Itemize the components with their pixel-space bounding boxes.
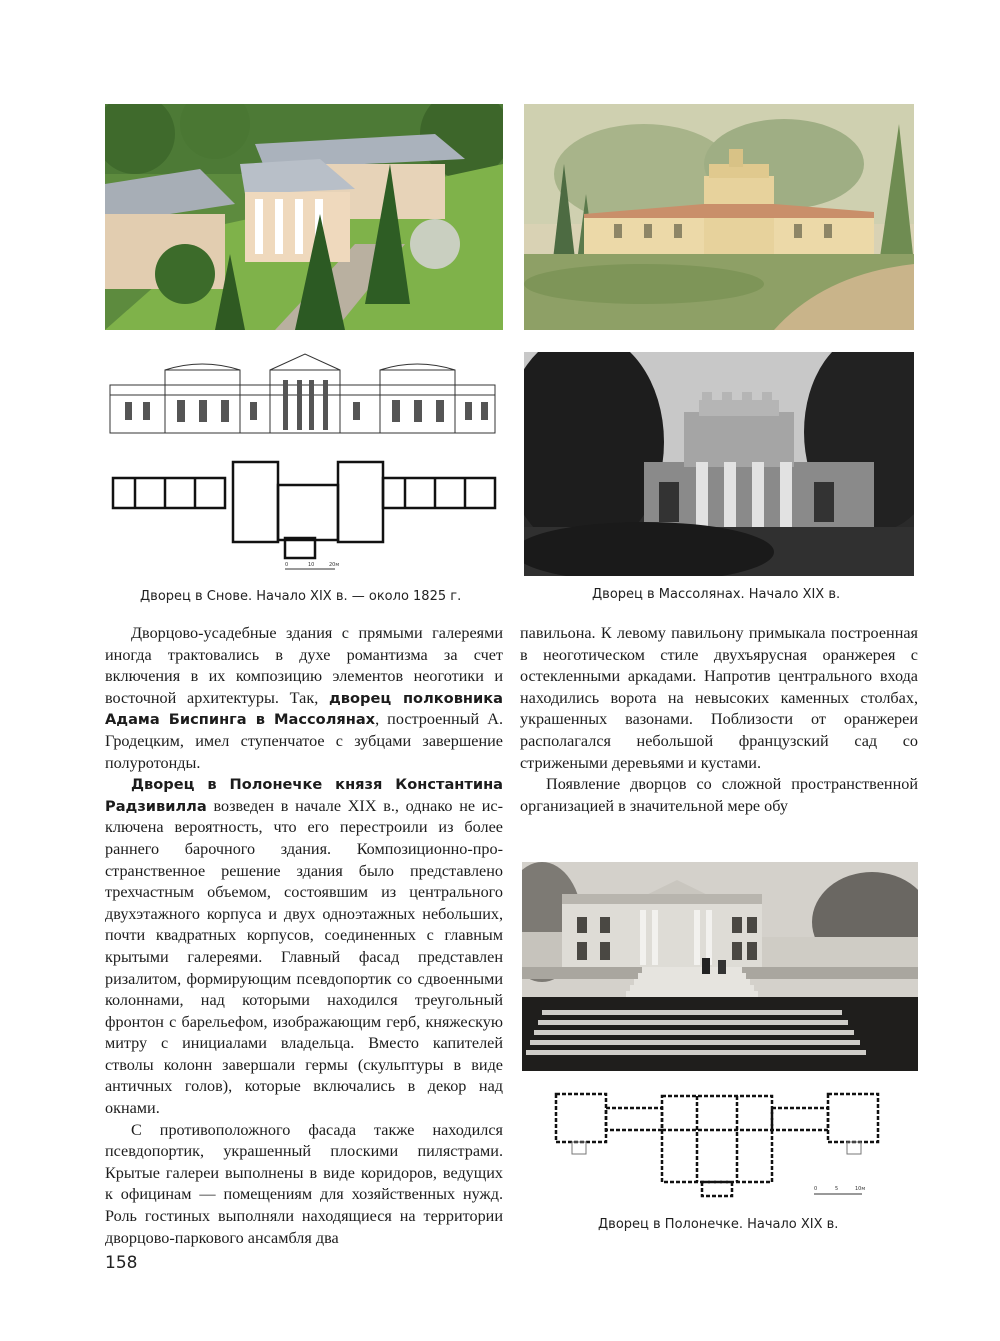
polonechka-floor-plan [552, 1090, 882, 1204]
left-text-column [105, 623, 503, 1249]
scale-label-0: 0 [285, 562, 289, 568]
text-run: , построенный А. Гродецким, имел ступенчатое с зубцами завершение полуротонды. [105, 710, 503, 772]
plan-scale-label-2: 10м [855, 1186, 866, 1192]
page-number: 158 [105, 1253, 138, 1273]
massolyany-bw-photo [524, 352, 914, 576]
massolyany-watercolor [524, 104, 914, 330]
caption-snov: Дворец в Снове. Начало XIX в. — около 1825 г. [140, 589, 462, 604]
caption-polonechka: Дворец в Полонечке. Начало XIX в. [598, 1217, 839, 1232]
snov-facade-and-plan-drawing [105, 350, 503, 576]
plan-scale-label-0: 0 [814, 1186, 818, 1192]
scale-label-2: 20м [329, 562, 340, 568]
text-run: возведен в начале XIX в., однако не исключена вероятность, что его перестроили из более раннего барочного здания. Композиционно-пространственное решение здания было представлено трехчастным объемом, состоявшим из центрального двухэтажного корпуса и двух одноэтажных небольших, почти квадратных корпусов, соединенных с главным крытыми галереями. Главный фасад представлен ризалитом, формирующим псевдопортик со сдвоенными колоннами, над которыми находился треугольный фронтон с барельефом, изображающим герб, княжескую митру с инициалами владельца. Вместо капителей стволы колонн завершали гермы (скульптуры в виде античных голов), которые включались в декор над окнами. [105, 796, 503, 1118]
paragraph-1 [105, 623, 503, 774]
bold-name-run: дворец полковника Адама Биспинга в Массолянах [105, 689, 503, 729]
paragraph-continued: павильона. К левому павильону примыкала построенная в неоготическом стиле двухъярусная оранжерея с остекленными аркадами. Напротив центрального входа находились ворота на невысоких каменных столбах, украшенных вазонами. Поблизости от оранжереи располагался небольшой французский сад со стрижеными деревьями и кустами. [520, 624, 918, 772]
scale-label-1: 10 [308, 562, 315, 568]
polonechka-photo [522, 862, 918, 1071]
paragraph-3: С противоположного фасада также находился псевдопортик, украшенный плоскими пилястрами. Крытые галереи выполнены в виде коридоров, ведущих к официнам — помещениям для хозяйственных нужд. Роль гостиных выполняли находящиеся на территории дворцово-паркового ансамбля два [105, 1120, 503, 1247]
snov-aerial-photo [105, 104, 503, 330]
right-text-column [520, 623, 918, 817]
caption-massolyany: Дворец в Массолянах. Начало XIX в. [592, 587, 841, 602]
paragraph-next: Появление дворцов со сложной пространственной организацией в значительной мере обу [520, 775, 918, 815]
bold-name-run: Дворец в Полонечке князя Константина Радзивилла [105, 776, 503, 815]
text-run: Дворцово-усадебные здания с прямыми галереями иногда трактовались в духе романтизма за счет включения в их композицию элементов неоготики и восточной архитектуры. Так, [105, 624, 503, 707]
paragraph-2 [105, 774, 503, 1120]
plan-scale-label-1: 5 [835, 1186, 839, 1192]
